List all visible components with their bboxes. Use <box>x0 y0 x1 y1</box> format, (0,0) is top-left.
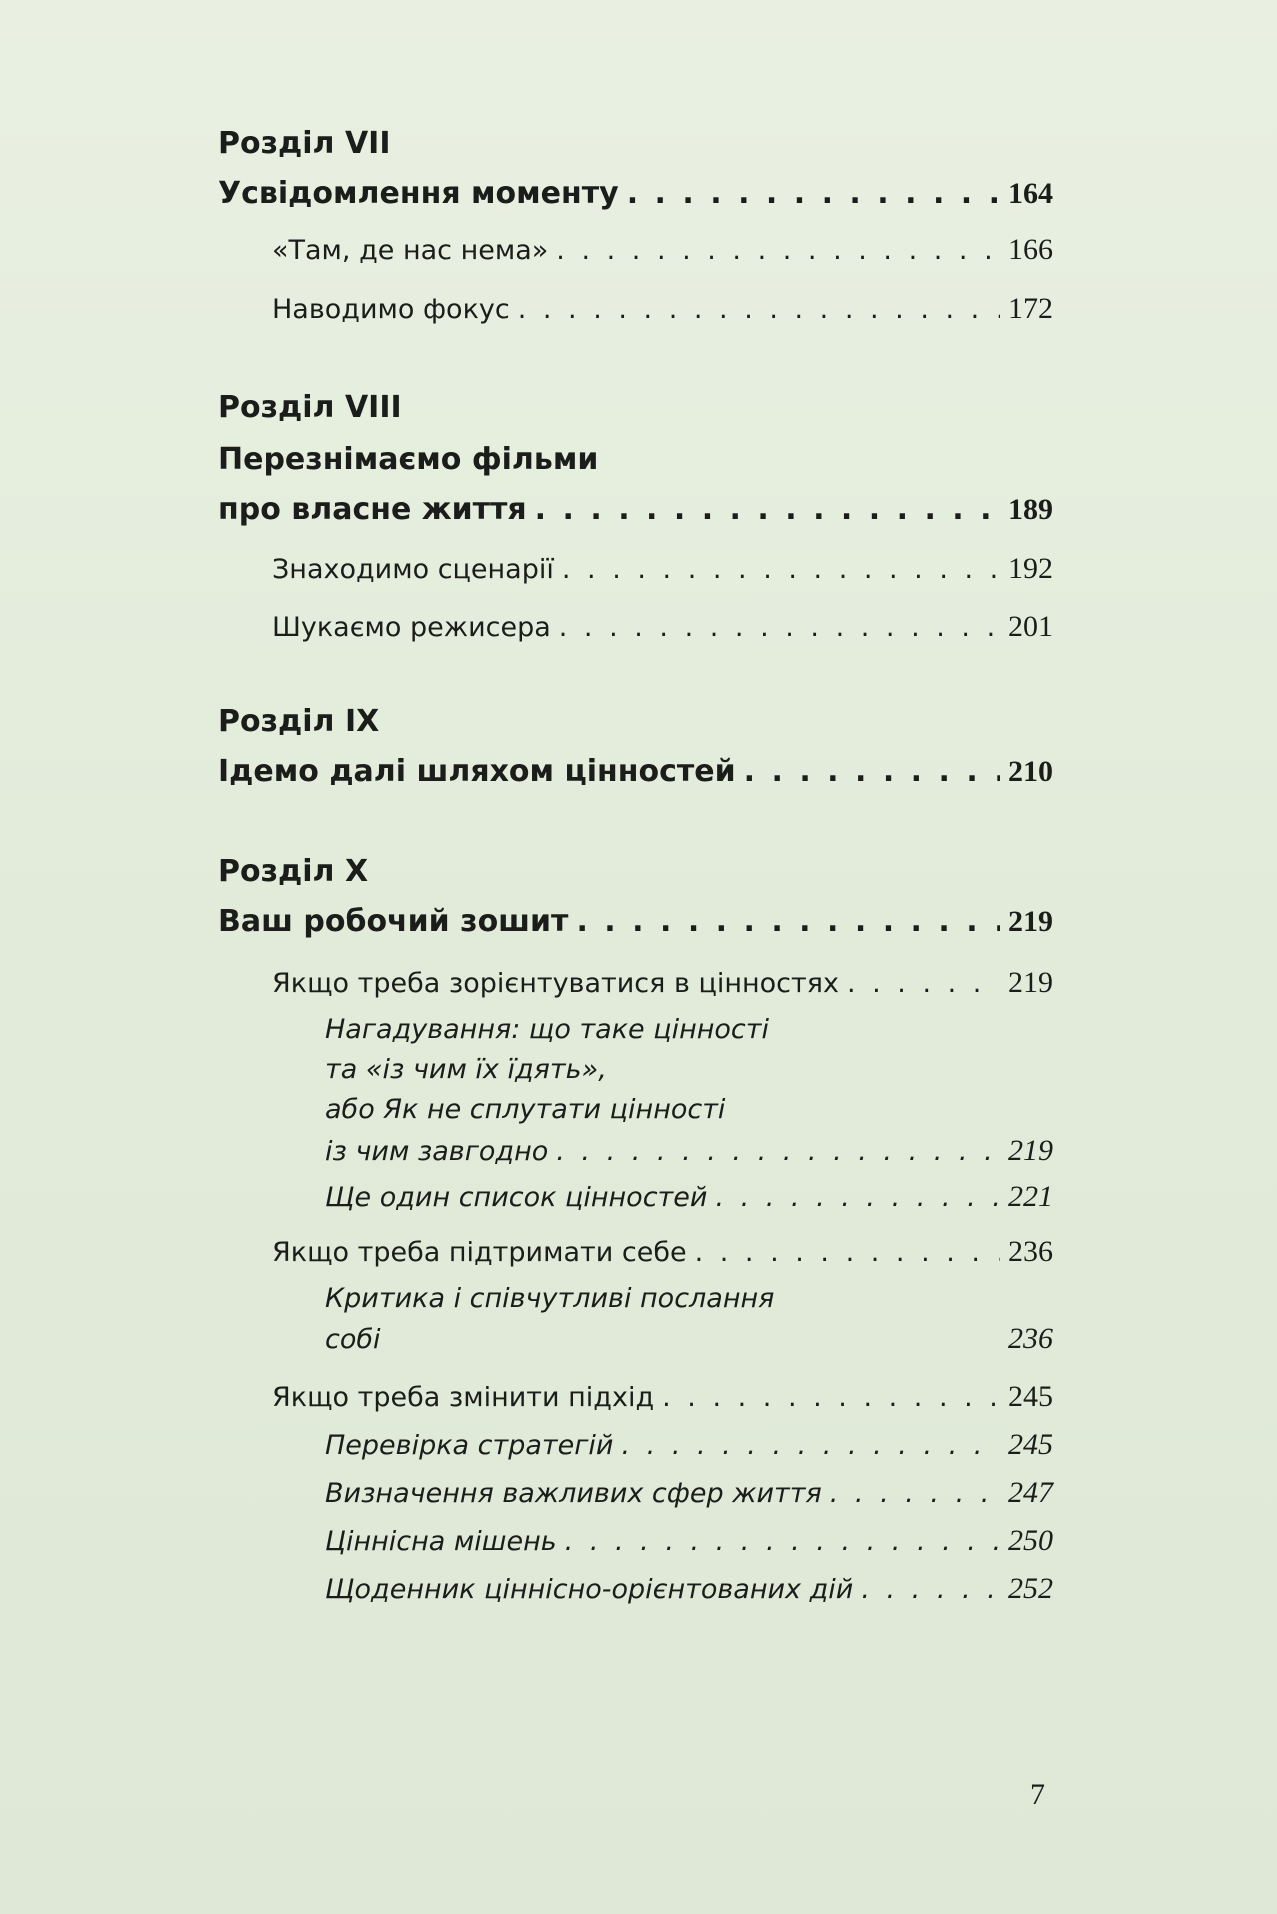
toc-page-number: 201 <box>1008 610 1053 643</box>
toc-entry-text: із чим завгодно <box>325 1136 549 1167</box>
chapter-heading: Розділ VIII <box>218 390 402 425</box>
toc-entry-text: Шукаємо режисера <box>272 612 551 643</box>
toc-subentry-line: Критика і співчутливі послання <box>325 1283 775 1314</box>
toc-page-number: 245 <box>1008 1380 1053 1413</box>
toc-page-number: 236 <box>1008 1322 1053 1355</box>
toc-chapter-title <box>218 754 1053 789</box>
toc-entry-text: Ціннісна мішень <box>325 1526 557 1557</box>
toc-chapter-title <box>218 492 1053 527</box>
toc-page-number: 236 <box>1008 1235 1053 1268</box>
toc-leader-dots <box>565 1526 1000 1557</box>
toc-subentry <box>325 1180 1053 1214</box>
toc-page-number: 172 <box>1008 292 1053 325</box>
toc-leader-dots <box>662 1382 1000 1413</box>
toc-leader-dots <box>715 1182 1000 1213</box>
toc-entry <box>272 552 1053 586</box>
toc-title-line: Перезнімаємо фільми <box>218 442 599 477</box>
chapter-heading: Розділ X <box>218 854 369 889</box>
toc-entry-text: Знаходимо сценарії <box>272 554 554 585</box>
toc-subentry <box>325 1476 1053 1510</box>
toc-leader-dots <box>562 554 1000 585</box>
toc-entry-text: Якщо треба підтримати себе <box>272 1237 687 1268</box>
toc-page-number: 219 <box>1008 905 1053 938</box>
toc-leader-dots <box>621 1430 1000 1461</box>
toc-leader-dots <box>518 294 1000 325</box>
toc-page-number: 221 <box>1008 1180 1053 1213</box>
toc-page-number: 189 <box>1008 493 1053 526</box>
toc-entry-text: Перевірка стратегій <box>325 1430 614 1461</box>
toc-leader-dots <box>535 492 1000 527</box>
toc-leader-dots <box>695 1237 1000 1268</box>
toc-chapter-title <box>218 176 1053 211</box>
toc-chapter-title <box>218 904 1053 939</box>
toc-entry-text: Якщо треба змінити підхід <box>272 1382 655 1413</box>
toc-entry-text: Якщо треба зорієнтуватися в цінностях <box>272 968 839 999</box>
toc-title-text: Усвідомлення моменту <box>218 176 619 211</box>
toc-page-number: 247 <box>1008 1476 1053 1509</box>
toc-entry <box>272 233 1053 267</box>
toc-leader-dots <box>627 176 1000 211</box>
toc-title-text: про власне життя <box>218 492 527 527</box>
toc-leader-dots <box>830 1478 1000 1509</box>
toc-subentry <box>325 1134 1053 1168</box>
toc-leader-dots <box>861 1574 1000 1605</box>
toc-entry-text: Щоденник ціннісно-орієнтованих дій <box>325 1574 854 1605</box>
toc-entry-text: Визначення важливих сфер життя <box>325 1478 822 1509</box>
toc-leader-dots <box>556 235 1000 266</box>
toc-page-number: 192 <box>1008 552 1053 585</box>
toc-page-number: 219 <box>1008 1134 1053 1167</box>
toc-entry-text: собі <box>325 1324 381 1355</box>
toc-page-number: 166 <box>1008 233 1053 266</box>
toc-entry-text: «Там, де нас нема» <box>272 235 549 266</box>
toc-page-number: 250 <box>1008 1524 1053 1557</box>
chapter-heading: Розділ IX <box>218 704 380 739</box>
toc-title-text: Ваш робочий зошит <box>218 904 569 939</box>
toc-entry <box>272 1380 1053 1414</box>
toc-subentry <box>325 1428 1053 1462</box>
toc-leader-dots <box>559 612 1000 643</box>
toc-entry <box>272 292 1053 326</box>
toc-subentry <box>325 1572 1053 1606</box>
toc-subentry-line: Нагадування: що таке цінності <box>325 1014 769 1045</box>
toc-entry-text: Ще один список цінностей <box>325 1182 708 1213</box>
page-number: 7 <box>1030 1778 1045 1811</box>
toc-page-number: 164 <box>1008 177 1053 210</box>
toc-page-number: 219 <box>1008 966 1053 999</box>
chapter-heading: Розділ VII <box>218 126 391 161</box>
toc-leader-dots <box>576 904 1000 939</box>
toc-subentry-line: та «із чим їх їдять», <box>325 1054 607 1085</box>
toc-leader-dots <box>744 754 1000 789</box>
toc-entry <box>272 966 1053 1000</box>
toc-entry-text: Наводимо фокус <box>272 294 510 325</box>
toc-title-text: Ідемо далі шляхом цінностей <box>218 754 736 789</box>
toc-entry <box>272 1235 1053 1269</box>
toc-page-number: 252 <box>1008 1572 1053 1605</box>
toc-page-number: 210 <box>1008 755 1053 788</box>
toc-page-number: 245 <box>1008 1428 1053 1461</box>
toc-leader-dots <box>556 1136 1000 1167</box>
toc-subentry <box>325 1322 1053 1356</box>
toc-subentry-line: або Як не сплутати цінності <box>325 1094 726 1125</box>
toc-subentry <box>325 1524 1053 1558</box>
toc-entry <box>272 610 1053 644</box>
toc-leader-dots <box>847 968 1000 999</box>
